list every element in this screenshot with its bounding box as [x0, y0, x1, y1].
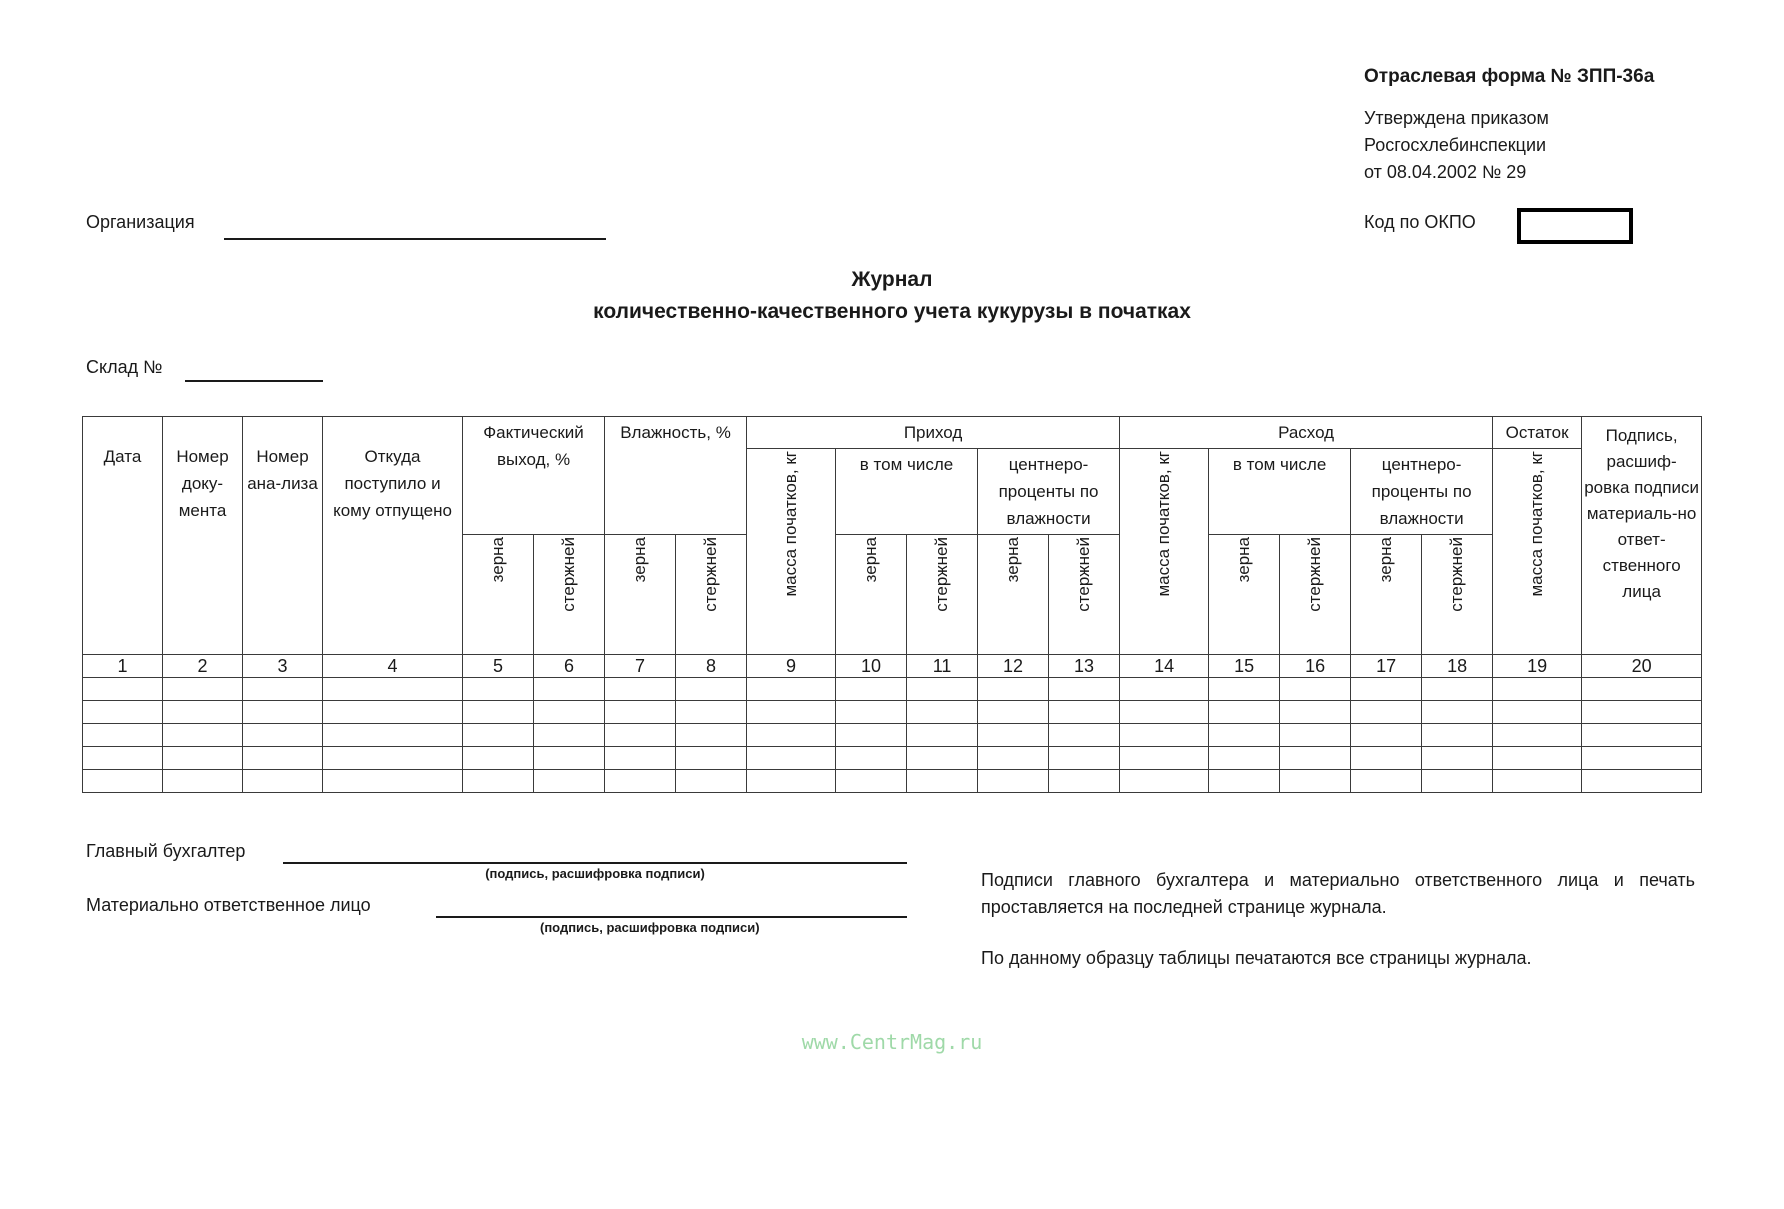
table-cell[interactable]: [605, 701, 676, 724]
table-cell[interactable]: [1049, 724, 1120, 747]
table-cell[interactable]: [1422, 701, 1493, 724]
table-cell[interactable]: [907, 678, 978, 701]
table-cell[interactable]: [463, 678, 534, 701]
table-cell[interactable]: [463, 747, 534, 770]
approval-line: от 08.04.2002 № 29: [1364, 162, 1527, 182]
header-expense-centner-percent: центнеро-проценты по влажности: [1351, 449, 1493, 535]
table-cell[interactable]: [1351, 747, 1422, 770]
table-cell[interactable]: [1582, 770, 1702, 793]
table-cell[interactable]: [605, 678, 676, 701]
table-cell[interactable]: [323, 770, 463, 793]
journal-body: [83, 678, 1702, 793]
header-income-grain: зерна: [836, 535, 907, 655]
table-cell[interactable]: [1582, 747, 1702, 770]
header-expense-including: в том числе: [1209, 449, 1351, 535]
header-expense-centner-cob: стержней: [1422, 535, 1493, 655]
table-cell[interactable]: [836, 747, 907, 770]
approval-info: [1364, 105, 1549, 186]
header-signature: Подпись, расшиф-ровка подписи материаль-но ответ-ственного лица: [1582, 417, 1702, 655]
table-cell[interactable]: [1120, 678, 1209, 701]
header-income-including: в том числе: [836, 449, 978, 535]
table-cell[interactable]: [83, 770, 163, 793]
column-number: 8: [676, 655, 747, 678]
table-cell[interactable]: [1422, 724, 1493, 747]
table-cell[interactable]: [1209, 701, 1280, 724]
table-cell[interactable]: [1351, 701, 1422, 724]
column-number: 4: [323, 655, 463, 678]
column-number: 1: [83, 655, 163, 678]
table-cell[interactable]: [83, 724, 163, 747]
table-cell[interactable]: [1280, 701, 1351, 724]
table-row: [83, 701, 1702, 724]
table-cell[interactable]: [534, 770, 605, 793]
table-cell[interactable]: [676, 747, 747, 770]
journal-subtitle: количественно-качественного учета кукурузы в початках: [593, 300, 1191, 323]
column-number: 20: [1582, 655, 1702, 678]
table-cell[interactable]: [676, 770, 747, 793]
header-moisture-cob: стержней: [676, 535, 747, 655]
table-cell[interactable]: [1351, 770, 1422, 793]
table-cell[interactable]: [534, 747, 605, 770]
header-yield-grain: зерна: [463, 535, 534, 655]
signature-note: Подписи главного бухгалтера и материально ответственного лица и печать проставляется на последней странице журнала.: [981, 870, 1695, 917]
column-number: 6: [534, 655, 605, 678]
table-cell[interactable]: [1049, 701, 1120, 724]
signature-hint: (подпись, расшифровка подписи): [540, 920, 760, 935]
column-number: 13: [1049, 655, 1120, 678]
journal-title: Журнал: [851, 268, 933, 291]
approval-line: Утверждена приказом: [1364, 108, 1549, 128]
form-number: Отраслевая форма № ЗПП-36а: [1364, 66, 1655, 87]
table-cell[interactable]: [836, 724, 907, 747]
table-cell[interactable]: [605, 724, 676, 747]
table-cell[interactable]: [747, 747, 836, 770]
okpo-label: Код по ОКПО: [1364, 212, 1476, 232]
table-cell[interactable]: [163, 678, 243, 701]
header-expense-centner-grain: зерна: [1351, 535, 1422, 655]
table-cell[interactable]: [1351, 678, 1422, 701]
responsible-person-signature-field[interactable]: [436, 916, 907, 918]
table-cell[interactable]: [676, 724, 747, 747]
table-cell[interactable]: [463, 724, 534, 747]
okpo-code-field[interactable]: [1517, 208, 1633, 244]
header-income-centner-cob: стержней: [1049, 535, 1120, 655]
table-cell[interactable]: [1049, 747, 1120, 770]
column-number: 5: [463, 655, 534, 678]
table-cell[interactable]: [243, 701, 323, 724]
column-number: 9: [747, 655, 836, 678]
table-cell[interactable]: [747, 724, 836, 747]
table-cell[interactable]: [1493, 678, 1582, 701]
header-analysis-number: Номер ана-лиза: [243, 417, 323, 655]
table-row: [83, 770, 1702, 793]
table-cell[interactable]: [1209, 678, 1280, 701]
table-cell[interactable]: [978, 701, 1049, 724]
header-doc-number: Номер доку-мента: [163, 417, 243, 655]
table-cell[interactable]: [243, 770, 323, 793]
table-cell[interactable]: [1120, 770, 1209, 793]
table-cell[interactable]: [1493, 747, 1582, 770]
table-cell[interactable]: [323, 747, 463, 770]
table-cell[interactable]: [463, 770, 534, 793]
table-cell[interactable]: [907, 724, 978, 747]
table-cell[interactable]: [1422, 678, 1493, 701]
table-cell[interactable]: [978, 747, 1049, 770]
approval-line: Росгосхлебинспекции: [1364, 135, 1547, 155]
table-cell[interactable]: [163, 701, 243, 724]
table-cell[interactable]: [747, 770, 836, 793]
chief-accountant-signature-field[interactable]: [283, 862, 907, 864]
organization-field[interactable]: [224, 238, 606, 240]
column-number-row: [83, 655, 1702, 678]
column-number: 15: [1209, 655, 1280, 678]
print-note: По данному образцу таблицы печатаются все страницы журнала.: [981, 948, 1532, 968]
table-cell[interactable]: [1280, 678, 1351, 701]
table-cell[interactable]: [243, 678, 323, 701]
table-cell[interactable]: [1049, 770, 1120, 793]
column-number: 18: [1422, 655, 1493, 678]
table-cell[interactable]: [1209, 770, 1280, 793]
header-moisture: Влажность, %: [605, 417, 747, 535]
table-row: [83, 678, 1702, 701]
header-income-cob: стержней: [907, 535, 978, 655]
table-cell[interactable]: [1120, 724, 1209, 747]
warehouse-field[interactable]: [185, 380, 323, 382]
header-expense: Расход: [1120, 417, 1493, 449]
table-cell[interactable]: [323, 678, 463, 701]
table-cell[interactable]: [1582, 701, 1702, 724]
table-cell[interactable]: [747, 678, 836, 701]
table-cell[interactable]: [243, 724, 323, 747]
column-number: 19: [1493, 655, 1582, 678]
table-cell[interactable]: [605, 770, 676, 793]
column-number: 3: [243, 655, 323, 678]
table-cell[interactable]: [978, 724, 1049, 747]
table-cell[interactable]: [1280, 724, 1351, 747]
header-income-cob-mass: масса початков, кг: [747, 449, 836, 655]
table-cell[interactable]: [1582, 678, 1702, 701]
table-cell[interactable]: [323, 724, 463, 747]
signature-hint: (подпись, расшифровка подписи): [485, 866, 705, 881]
table-row: [83, 747, 1702, 770]
column-number: 12: [978, 655, 1049, 678]
table-cell[interactable]: [1280, 747, 1351, 770]
table-cell[interactable]: [243, 747, 323, 770]
table-cell[interactable]: [83, 678, 163, 701]
table-cell[interactable]: [1493, 701, 1582, 724]
column-number: 11: [907, 655, 978, 678]
table-cell[interactable]: [836, 770, 907, 793]
table-cell[interactable]: [1209, 724, 1280, 747]
table-cell[interactable]: [163, 747, 243, 770]
table-cell[interactable]: [907, 770, 978, 793]
table-cell[interactable]: [676, 678, 747, 701]
journal-table: [82, 416, 1702, 793]
header-income: Приход: [747, 417, 1120, 449]
table-cell[interactable]: [1351, 724, 1422, 747]
table-cell[interactable]: [836, 678, 907, 701]
table-cell[interactable]: [1582, 724, 1702, 747]
table-cell[interactable]: [978, 678, 1049, 701]
table-row: [83, 724, 1702, 747]
table-cell[interactable]: [534, 678, 605, 701]
column-number: 7: [605, 655, 676, 678]
header-from-to: Откуда поступило и кому отпущено: [323, 417, 463, 655]
header-yield-cob: стержней: [534, 535, 605, 655]
table-cell[interactable]: [1493, 770, 1582, 793]
header-actual-yield: Фактический выход, %: [463, 417, 605, 535]
column-number: 10: [836, 655, 907, 678]
header-date: Дата: [83, 417, 163, 655]
table-cell[interactable]: [534, 701, 605, 724]
table-cell[interactable]: [1422, 747, 1493, 770]
table-cell[interactable]: [1209, 747, 1280, 770]
watermark: www.CentrMag.ru: [801, 1030, 983, 1054]
table-cell[interactable]: [907, 701, 978, 724]
table-cell[interactable]: [747, 701, 836, 724]
table-cell[interactable]: [836, 701, 907, 724]
table-cell[interactable]: [534, 724, 605, 747]
table-cell[interactable]: [1280, 770, 1351, 793]
header-income-centner-percent: центнеро-проценты по влажности: [978, 449, 1120, 535]
column-number: 17: [1351, 655, 1422, 678]
table-cell[interactable]: [1120, 701, 1209, 724]
table-cell[interactable]: [676, 701, 747, 724]
responsible-person-label: Материально ответственное лицо: [86, 895, 371, 915]
header-expense-grain: зерна: [1209, 535, 1280, 655]
header-expense-cob-mass: масса початков, кг: [1120, 449, 1209, 655]
table-cell[interactable]: [83, 701, 163, 724]
table-cell[interactable]: [907, 747, 978, 770]
header-balance: Остаток: [1493, 417, 1582, 449]
table-cell[interactable]: [605, 747, 676, 770]
header-expense-cob: стержней: [1280, 535, 1351, 655]
header-income-centner-grain: зерна: [978, 535, 1049, 655]
table-cell[interactable]: [1049, 678, 1120, 701]
column-number: 16: [1280, 655, 1351, 678]
table-cell[interactable]: [1422, 770, 1493, 793]
header-balance-cob-mass: масса початков, кг: [1493, 449, 1582, 655]
column-number: 2: [163, 655, 243, 678]
table-cell[interactable]: [163, 770, 243, 793]
warehouse-label: Склад №: [86, 357, 163, 377]
header-moisture-grain: зерна: [605, 535, 676, 655]
table-cell[interactable]: [1493, 724, 1582, 747]
table-cell[interactable]: [978, 770, 1049, 793]
table-cell[interactable]: [83, 747, 163, 770]
chief-accountant-label: Главный бухгалтер: [86, 841, 246, 861]
table-cell[interactable]: [163, 724, 243, 747]
table-cell[interactable]: [1120, 747, 1209, 770]
table-cell[interactable]: [463, 701, 534, 724]
organization-label: Организация: [86, 212, 195, 232]
column-number: 14: [1120, 655, 1209, 678]
table-cell[interactable]: [323, 701, 463, 724]
